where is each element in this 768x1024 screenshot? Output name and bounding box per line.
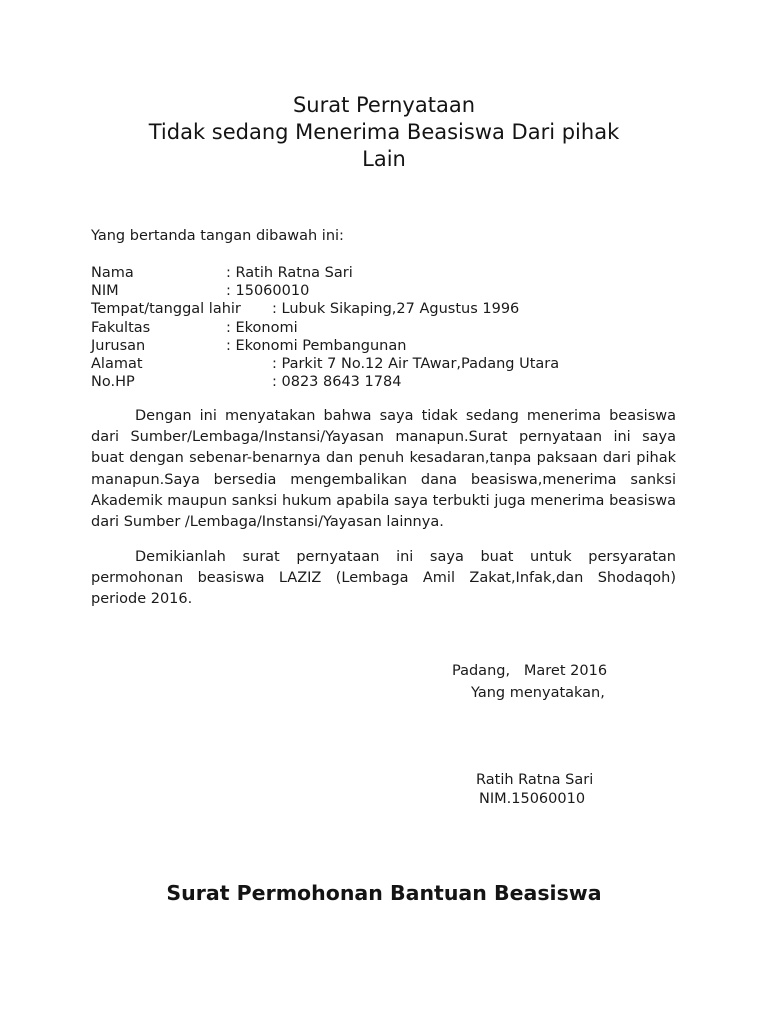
field-label: Tempat/tanggal lahir — [91, 301, 241, 318]
field-label: Alamat — [91, 355, 143, 372]
field-value: : Parkit 7 No.12 Air TAwar,Padang Utara — [272, 355, 560, 372]
statement-paragraph-text: Dengan ini menyatakan bahwa saya tidak sedang menerima beasiswa dari Sumber/Lembaga/Instansi/Yayasan manapun.Surat pernyataan ini saya buat dengan sebenar-benarnya dan penuh kesadaran,tanpa paksaan dari pihak manapun.Saya bersedia mengembalikan dana beasiswa,menerima sanksi Akademik maupun sanksi hukum apabila saya terbukti juga menerima beasiswa dari Sumber /Lembaga/Instansi/Yayasan lainnya. — [91, 408, 676, 531]
field-value: : Ekonomi — [226, 319, 298, 336]
title-line-1: Surat Pernyataan — [292, 93, 476, 117]
title-line-2: Tidak sedang Menerima Beasiswa Dari pihak — [148, 120, 620, 144]
field-label: Fakultas — [91, 319, 151, 336]
signatory-nim: NIM.15060010 — [479, 791, 586, 807]
field-label: Jurusan — [91, 337, 146, 354]
signatory-name: Ratih Ratna Sari — [476, 772, 594, 788]
closing-paragraph-text: Demikianlah surat pernyataan ini saya buat untuk persyaratan permohonan beasiswa LAZIZ (Lembaga Amil Zakat,Infak,dan Shodaqoh) periode 2016. — [91, 549, 676, 608]
statement-paragraph — [91, 406, 676, 533]
field-value: : Lubuk Sikaping,27 Agustus 1996 — [272, 301, 520, 318]
next-page-title: Surat Permohonan Bantuan Beasiswa — [166, 881, 602, 905]
field-label: No.HP — [91, 374, 135, 391]
field-value: : 0823 8643 1784 — [272, 374, 402, 391]
intro-text: Yang bertanda tangan dibawah ini: — [91, 228, 344, 244]
field-value: : Ekonomi Pembangunan — [226, 337, 407, 354]
field-label: NIM — [91, 283, 119, 300]
letter-title — [60, 92, 708, 173]
field-value: : Ratih Ratna Sari — [226, 265, 353, 281]
title-line-3: Lain — [362, 147, 406, 171]
closing-paragraph — [91, 547, 676, 611]
signature-role: Yang menyatakan, — [471, 685, 605, 701]
field-value: : 15060010 — [226, 283, 310, 300]
signature-place-date: Padang, Maret 2016 — [452, 663, 608, 679]
field-label: Nama — [91, 265, 134, 281]
